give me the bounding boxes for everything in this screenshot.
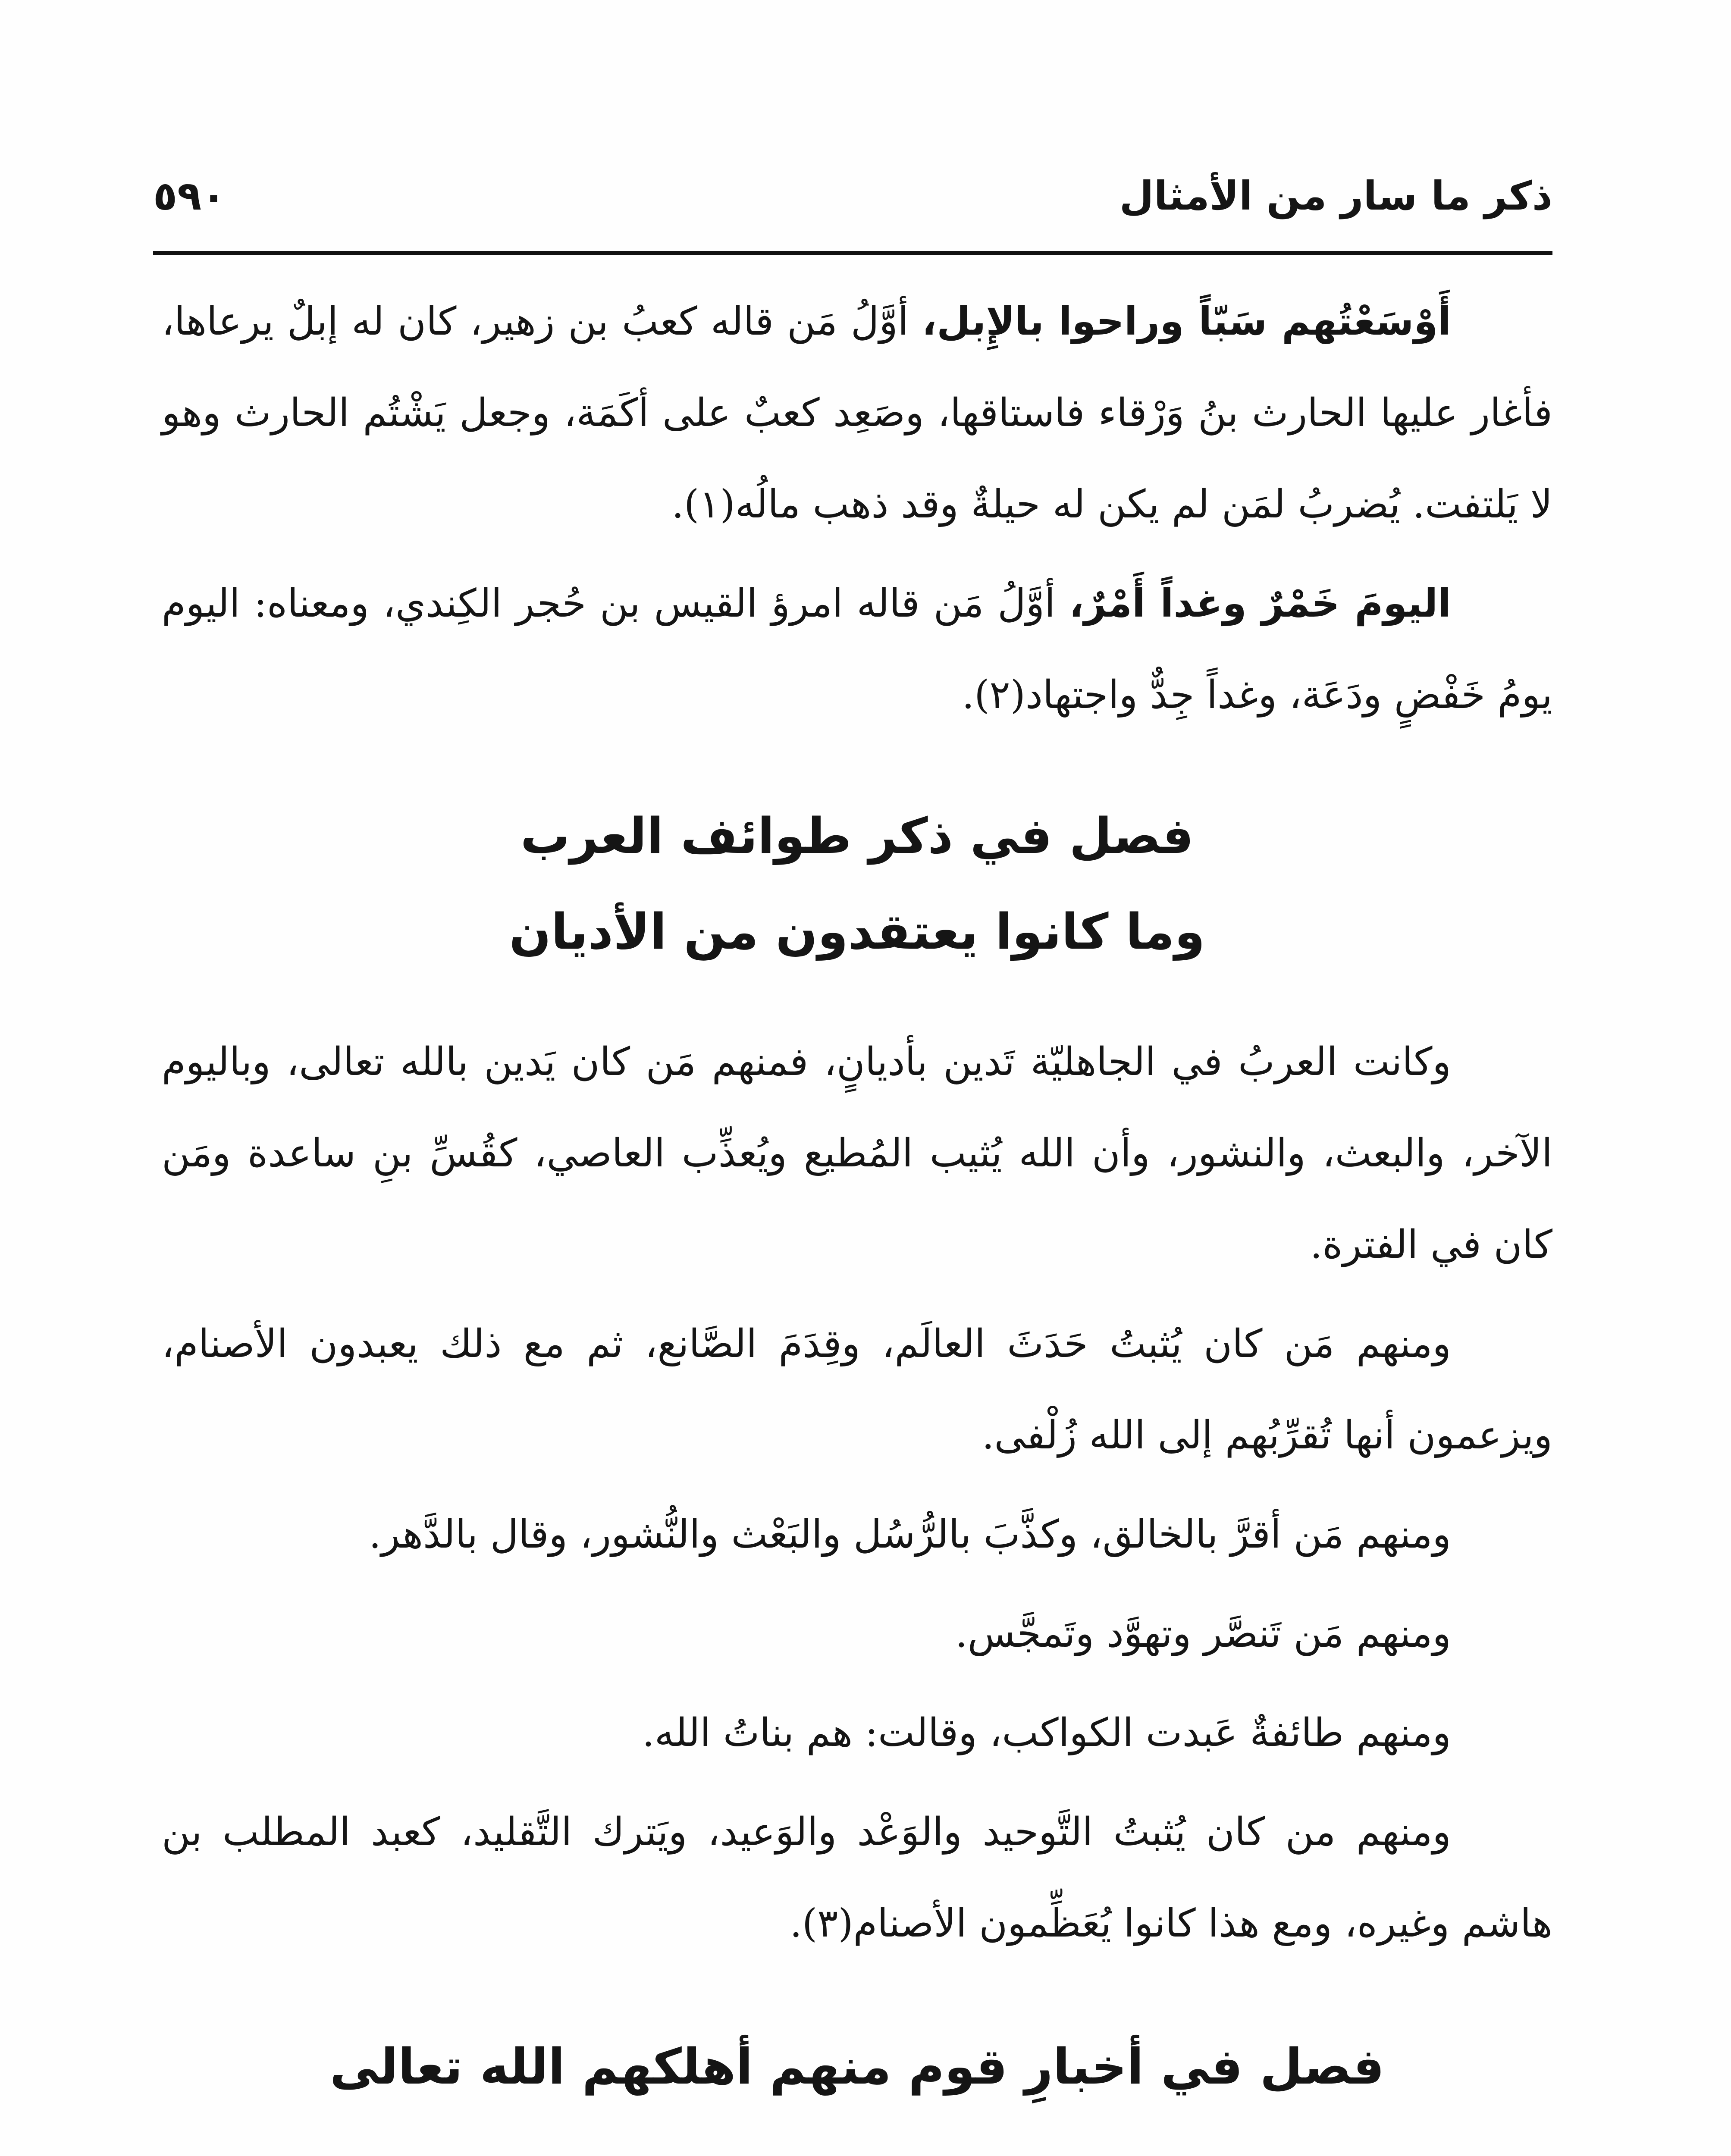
running-title: ذكر ما سار من الأمثال: [1119, 173, 1552, 219]
paragraph-monotheists: ومنهم من كان يُثبتُ التَّوحيد والوَعْد والوَعيد، ويَترك التَّقليد، كعبد المطلب بن هاشم وغيره، ومع هذا كانوا يُعَظِّمون الأصنام(٣).: [162, 1809, 1552, 1946]
proverb-phrase-2: اليومَ خَمْرٌ وغداً أَمْرٌ،: [1069, 581, 1451, 626]
page-header: [153, 164, 1552, 229]
main-text: [162, 276, 1552, 2156]
proverb-paragraph-1: [162, 276, 1552, 550]
paragraph-destroyed-tribes: [162, 2147, 1552, 2156]
paragraph-deniers: ومنهم مَن أقرَّ بالخالق، وكذَّبَ بالرُّسُل والبَعْث والنُّشور، وقال بالدَّهر.: [369, 1512, 1451, 1557]
header-rule: [153, 251, 1552, 255]
proverb-explanation-1: أوَّلُ مَن قاله كعبُ بن زهير، كان له إبلٌ يرعاها، فأغار عليها الحارث بنُ وَرْقاء فاستاقها، وصَعِد كعبٌ على أكَمَة، وجعل يَشْتُم الحارث وهو لا يَلتفت. يُضربُ لمَن لم يكن له حيلةٌ وقد ذهب مالُه(١).: [162, 299, 1552, 527]
section-heading-line-2: وما كانوا يعتقدون من الأديان: [509, 903, 1205, 960]
section-heading-destroyed-peoples: [162, 2019, 1552, 2115]
proverb-explanation-2: أوَّلُ مَن قاله امرؤ القيس بن حُجر الكِندي، ومعناه: اليوم يومُ خَفْضٍ ودَعَة، وغداً جِدٌّ واجتهاد(٢).: [162, 581, 1552, 718]
proverb-phrase-1: أَوْسَعْتُهم سَبّاً وراحوا بالإِبل،: [922, 299, 1451, 344]
page-number: ٥٩٠: [153, 173, 226, 219]
section-heading-line-1: فصل في ذكر طوائف العرب: [520, 807, 1194, 865]
paragraph-converts: ومنهم مَن تَنصَّر وتهوَّد وتَمجَّس.: [955, 1611, 1451, 1656]
paragraph-idol-worshippers: ومنهم مَن كان يُثبتُ حَدَثَ العالَم، وقِدَمَ الصَّانع، ثم مع ذلك يعبدون الأصنام، ويزعمون أنها تُقرِّبُهم إلى الله زُلْفى.: [162, 1321, 1552, 1458]
section-heading-title: فصل في أخبارِ قوم منهم أهلكهم الله تعالى: [329, 2038, 1385, 2095]
paragraph-star-worshippers: ومنهم طائفةٌ عَبدت الكواكب، وقالت: هم بناتُ الله.: [642, 1710, 1451, 1755]
section-heading-arab-groups: [162, 788, 1552, 980]
paragraph-religions-intro: وكانت العربُ في الجاهليّة تَدين بأديانٍ، فمنهم مَن كان يَدين بالله تعالى، وباليوم الآخر، والبعث، والنشور، وأن الله يُثيب المُطيع ويُعذِّب العاصي، كقُسِّ بنِ ساعدة ومَن كان في الفترة.: [162, 1039, 1552, 1267]
proverb-paragraph-2: [162, 558, 1552, 741]
